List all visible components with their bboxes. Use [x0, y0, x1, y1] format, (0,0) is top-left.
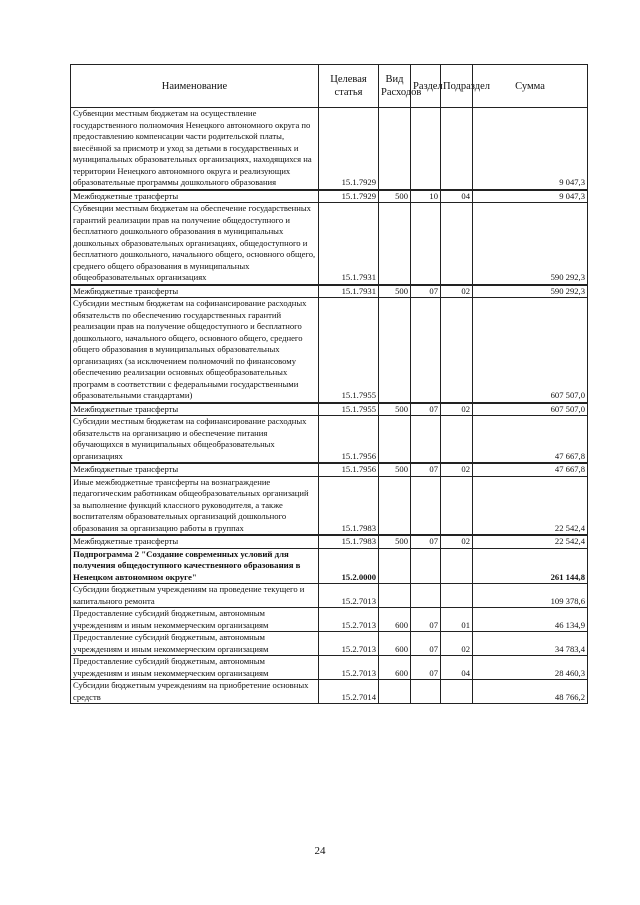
table-row: [71, 608, 588, 632]
table-row: [71, 190, 588, 203]
cell-vid: 600: [379, 656, 411, 680]
cell-vid: 500: [379, 535, 411, 548]
cell-name: Межбюджетные трансферты: [71, 463, 319, 476]
cell-sum: 9 047,3: [473, 190, 588, 203]
header-vid: Вид Расходов: [379, 65, 411, 108]
cell-podr: 02: [441, 285, 473, 298]
cell-razd: 07: [411, 608, 441, 632]
cell-podr: [441, 476, 473, 535]
cell-sum: 607 507,0: [473, 298, 588, 403]
cell-name: Межбюджетные трансферты: [71, 403, 319, 416]
cell-razd: [411, 548, 441, 584]
cell-name: Межбюджетные трансферты: [71, 190, 319, 203]
cell-razd: [411, 680, 441, 704]
cell-razd: [411, 476, 441, 535]
cell-razd: 07: [411, 535, 441, 548]
cell-name: Субвенции местным бюджетам на обеспечение государственных гарантий реализации прав на получение общедоступного и бесплатного дошкольного образования в муниципальных дошкольных образовательных организациях, общедоступного и бесплатного дошкольного, начального общего, основного общего, среднего общего образования в муниципальных общеобразовательных организациях: [71, 203, 319, 285]
cell-podr: [441, 108, 473, 190]
cell-code: 15.1.7983: [319, 476, 379, 535]
table-row: [71, 416, 588, 464]
cell-sum: 607 507,0: [473, 403, 588, 416]
cell-name: Предоставление субсидий бюджетным, автономным учреждениям и иным некоммерческим организациям: [71, 608, 319, 632]
cell-code: 15.1.7956: [319, 416, 379, 464]
cell-sum: 46 134,9: [473, 608, 588, 632]
cell-vid: [379, 680, 411, 704]
cell-podr: 02: [441, 632, 473, 656]
cell-sum: 9 047,3: [473, 108, 588, 190]
cell-podr: 02: [441, 535, 473, 548]
cell-podr: 01: [441, 608, 473, 632]
cell-razd: 07: [411, 656, 441, 680]
header-razd: Раздел: [411, 65, 441, 108]
cell-name: Межбюджетные трансферты: [71, 535, 319, 548]
cell-vid: 500: [379, 463, 411, 476]
table-row: [71, 203, 588, 285]
cell-podr: [441, 548, 473, 584]
cell-podr: 04: [441, 190, 473, 203]
cell-sum: 22 542,4: [473, 535, 588, 548]
cell-name: Предоставление субсидий бюджетным, автономным учреждениям и иным некоммерческим организациям: [71, 656, 319, 680]
cell-vid: [379, 108, 411, 190]
cell-code: 15.1.7983: [319, 535, 379, 548]
cell-sum: 47 667,8: [473, 416, 588, 464]
table-row: [71, 108, 588, 190]
page-number: 24: [314, 845, 326, 857]
cell-vid: 500: [379, 403, 411, 416]
cell-razd: 07: [411, 463, 441, 476]
table-row: [71, 463, 588, 476]
table-row: [71, 632, 588, 656]
cell-code: 15.2.7014: [319, 680, 379, 704]
cell-sum: 590 292,3: [473, 203, 588, 285]
cell-podr: [441, 203, 473, 285]
table-row: [71, 584, 588, 608]
cell-vid: 600: [379, 632, 411, 656]
table-row: [71, 285, 588, 298]
cell-name: Подпрограмма 2 "Создание современных условий для получения общедоступного качественного образования в Ненецком автономном округе": [71, 548, 319, 584]
cell-code: 15.1.7931: [319, 203, 379, 285]
cell-name: Субсидии бюджетным учреждениям на проведение текущего и капитального ремонта: [71, 584, 319, 608]
cell-podr: 02: [441, 403, 473, 416]
cell-code: 15.1.7929: [319, 108, 379, 190]
table-row: [71, 548, 588, 584]
cell-razd: 10: [411, 190, 441, 203]
cell-name: Субвенции местным бюджетам на осуществление государственного полномочия Ненецкого автономного округа по предоставлению компенсации части родительской платы, внесённой за присмотр и уход за детьми в государственных и муниципальных образовательных организациях, находящихся на территории Ненецкого автономного округа и реализующих образовательные программы дошкольного образования: [71, 108, 319, 190]
table-row: [71, 680, 588, 704]
cell-code: 15.2.7013: [319, 656, 379, 680]
cell-vid: [379, 203, 411, 285]
cell-sum: 34 783,4: [473, 632, 588, 656]
cell-code: 15.1.7929: [319, 190, 379, 203]
cell-code: 15.2.7013: [319, 584, 379, 608]
cell-name: Иные межбюджетные трансферты на вознаграждение педагогическим работникам общеобразовательных организаций за выполнение функций классного руководителя, а также воспитателям образовательных организаций дошкольного образования за организацию работы в группах: [71, 476, 319, 535]
cell-name: Предоставление субсидий бюджетным, автономным учреждениям и иным некоммерческим организациям: [71, 632, 319, 656]
table-row: [71, 535, 588, 548]
cell-vid: [379, 584, 411, 608]
cell-sum: 590 292,3: [473, 285, 588, 298]
cell-code: 15.2.0000: [319, 548, 379, 584]
cell-podr: 02: [441, 463, 473, 476]
cell-razd: [411, 108, 441, 190]
cell-vid: [379, 548, 411, 584]
cell-name: Субсидии бюджетным учреждениям на приобретение основных средств: [71, 680, 319, 704]
cell-vid: 600: [379, 608, 411, 632]
cell-name: Субсидии местным бюджетам на софинансирование расходных обязательств по обеспечению государственных гарантий реализации прав на получение общедоступного и бесплатного дошкольного, начального общего, основного общего, среднего общего образования в муниципальных образовательных организациях (за исключением полномочий по финансовому обеспечению реализации основных общеобразовательных программ в соответствии с федеральными государственными образовательными стандартами): [71, 298, 319, 403]
cell-podr: [441, 680, 473, 704]
cell-sum: 109 378,6: [473, 584, 588, 608]
cell-code: 15.1.7955: [319, 298, 379, 403]
cell-name: Межбюджетные трансферты: [71, 285, 319, 298]
cell-razd: [411, 584, 441, 608]
cell-sum: 48 766,2: [473, 680, 588, 704]
cell-podr: [441, 416, 473, 464]
header-name: Наименование: [71, 65, 319, 108]
cell-code: 15.1.7956: [319, 463, 379, 476]
table-row: [71, 298, 588, 403]
cell-vid: 500: [379, 285, 411, 298]
cell-code: 15.2.7013: [319, 632, 379, 656]
cell-sum: 261 144,8: [473, 548, 588, 584]
table-row: [71, 476, 588, 535]
table-row: [71, 403, 588, 416]
cell-sum: 47 667,8: [473, 463, 588, 476]
header-sum: Сумма: [473, 65, 588, 108]
cell-code: 15.1.7955: [319, 403, 379, 416]
table-row: [71, 656, 588, 680]
cell-podr: [441, 584, 473, 608]
cell-name: Субсидии местным бюджетам на софинансирование расходных обязательств на организацию и обеспечение питания обучающихся в муниципальных общеобразовательных организациях: [71, 416, 319, 464]
cell-razd: 07: [411, 632, 441, 656]
cell-code: 15.1.7931: [319, 285, 379, 298]
header-row: [71, 65, 588, 108]
table-body: [71, 108, 588, 704]
budget-table: [70, 64, 588, 704]
cell-code: 15.2.7013: [319, 608, 379, 632]
cell-razd: [411, 416, 441, 464]
header-podr: Подраздел: [441, 65, 473, 108]
cell-razd: [411, 298, 441, 403]
header-code: Целевая статья: [319, 65, 379, 108]
cell-sum: 28 460,3: [473, 656, 588, 680]
cell-vid: [379, 298, 411, 403]
cell-podr: [441, 298, 473, 403]
cell-razd: 07: [411, 285, 441, 298]
cell-sum: 22 542,4: [473, 476, 588, 535]
cell-razd: 07: [411, 403, 441, 416]
cell-vid: [379, 476, 411, 535]
cell-podr: 04: [441, 656, 473, 680]
cell-vid: 500: [379, 190, 411, 203]
cell-razd: [411, 203, 441, 285]
cell-vid: [379, 416, 411, 464]
